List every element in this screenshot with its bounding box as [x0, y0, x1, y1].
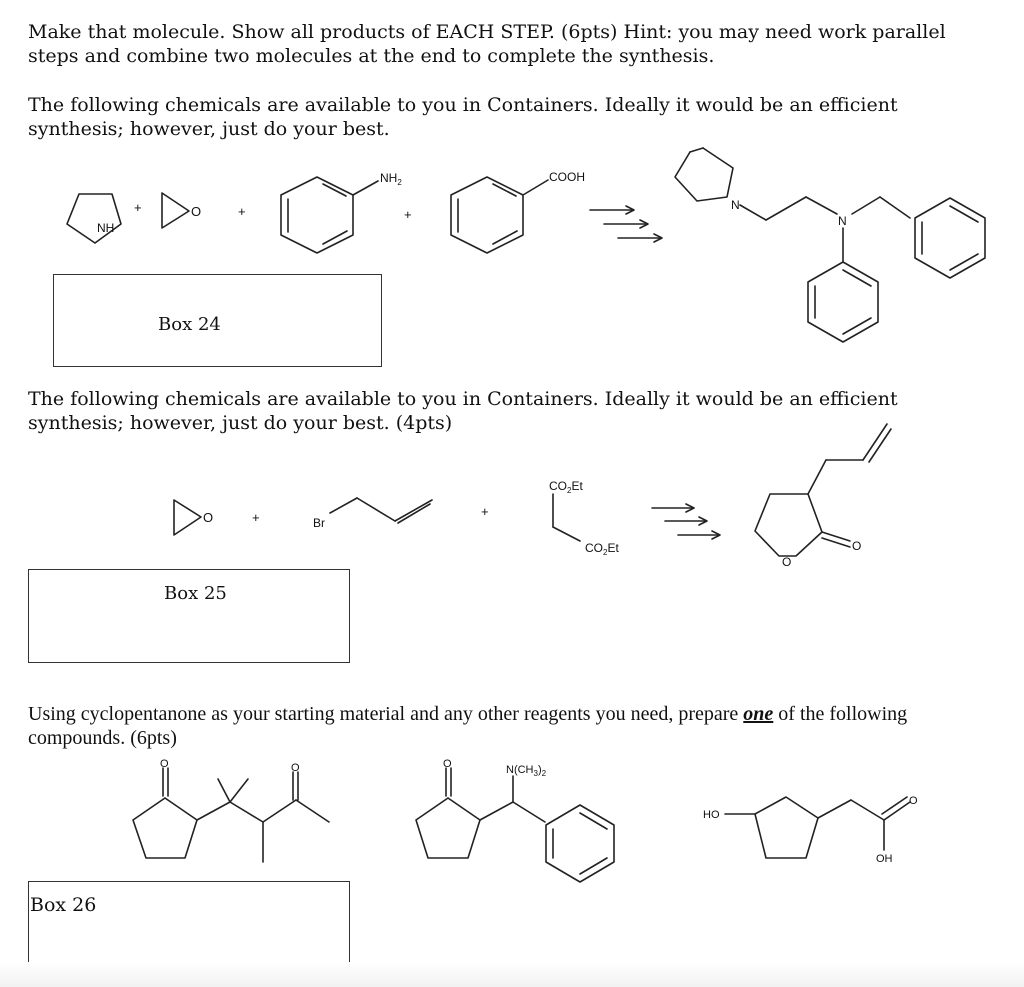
q3-instructions-emphasis: one — [743, 703, 774, 725]
hydroxyl-ho-label: HO — [703, 809, 720, 821]
q3-instructions-end: of the following compounds. (6pts) — [28, 703, 908, 749]
dimethylamino-label: $N(CH_3)_2$ — [506, 764, 547, 778]
diethyl-malonate-structure — [553, 494, 580, 541]
multistep-arrows — [590, 206, 662, 242]
multistep-arrows-q2 — [652, 504, 720, 539]
lactone-ring-oxygen: O — [782, 555, 792, 569]
bromine-label: Br — [313, 516, 325, 530]
ester-co2et-label-top: $CO_2Et$ — [549, 479, 583, 495]
ethylene-oxide-structure-q2 — [174, 500, 201, 535]
plus-sign: + — [481, 504, 489, 519]
epoxide-oxygen-label: O — [191, 204, 202, 219]
ketone-oxygen-label: O — [443, 758, 452, 770]
pyrrolidine-nh-label: NH — [97, 221, 115, 235]
ketone-oxygen-label: O — [291, 762, 300, 774]
box-25-label: Box 25 — [164, 583, 227, 604]
pyrrolidine-structure — [67, 194, 121, 243]
carboxylic-acid-cooh-label: COOH — [549, 170, 585, 184]
ethylene-oxide-structure — [162, 193, 189, 228]
q3-instructions-start: Using cyclopentanone as your starting material and any other reagents you need, prepare — [28, 703, 744, 725]
option-diketone-structure — [133, 768, 329, 862]
amine-nh2-label: $NH_2$ — [380, 171, 402, 187]
target-lactone-q2 — [755, 424, 891, 556]
plus-sign: + — [252, 510, 260, 525]
allyl-bromide-structure — [330, 498, 432, 523]
ketone-oxygen-label: O — [160, 758, 169, 770]
plus-sign: + — [404, 207, 412, 222]
plus-sign: + — [134, 200, 142, 215]
ester-co2et-label-bottom: $CO_2Et$ — [585, 541, 619, 557]
box-24-label: Box 24 — [158, 314, 221, 335]
option-mannich-structure — [416, 768, 614, 882]
q1-instructions: Make that molecule. Show all products of EACH STEP. (6pts) Hint: you may need work parallel steps and combine two molecules at the end to complete the synthesis. — [28, 21, 946, 67]
epoxide-oxygen-label: O — [203, 510, 214, 525]
lactone-carbonyl-oxygen: O — [852, 539, 862, 553]
plus-sign: + — [238, 204, 246, 219]
acid-carbonyl-oxygen: O — [909, 795, 918, 807]
option-hydroxy-acid-structure — [725, 797, 910, 858]
target-nitrogen-1: N — [731, 198, 740, 212]
aniline-structure — [281, 177, 378, 253]
benzoic-acid-structure — [451, 177, 548, 253]
box-26-label: Box 26 — [30, 894, 97, 916]
q1-available-chemicals: The following chemicals are available to you in Containers. Ideally it would be an efficient synthesis; however, just do your best. — [28, 94, 898, 140]
q2-available-chemicals: The following chemicals are available to you in Containers. Ideally it would be an efficient synthesis; however, just do your best. (4pts) — [28, 388, 898, 434]
target-molecule-q1 — [675, 148, 985, 342]
acid-hydroxyl-oh-label: OH — [876, 853, 893, 865]
target-nitrogen-2: N — [838, 214, 847, 228]
